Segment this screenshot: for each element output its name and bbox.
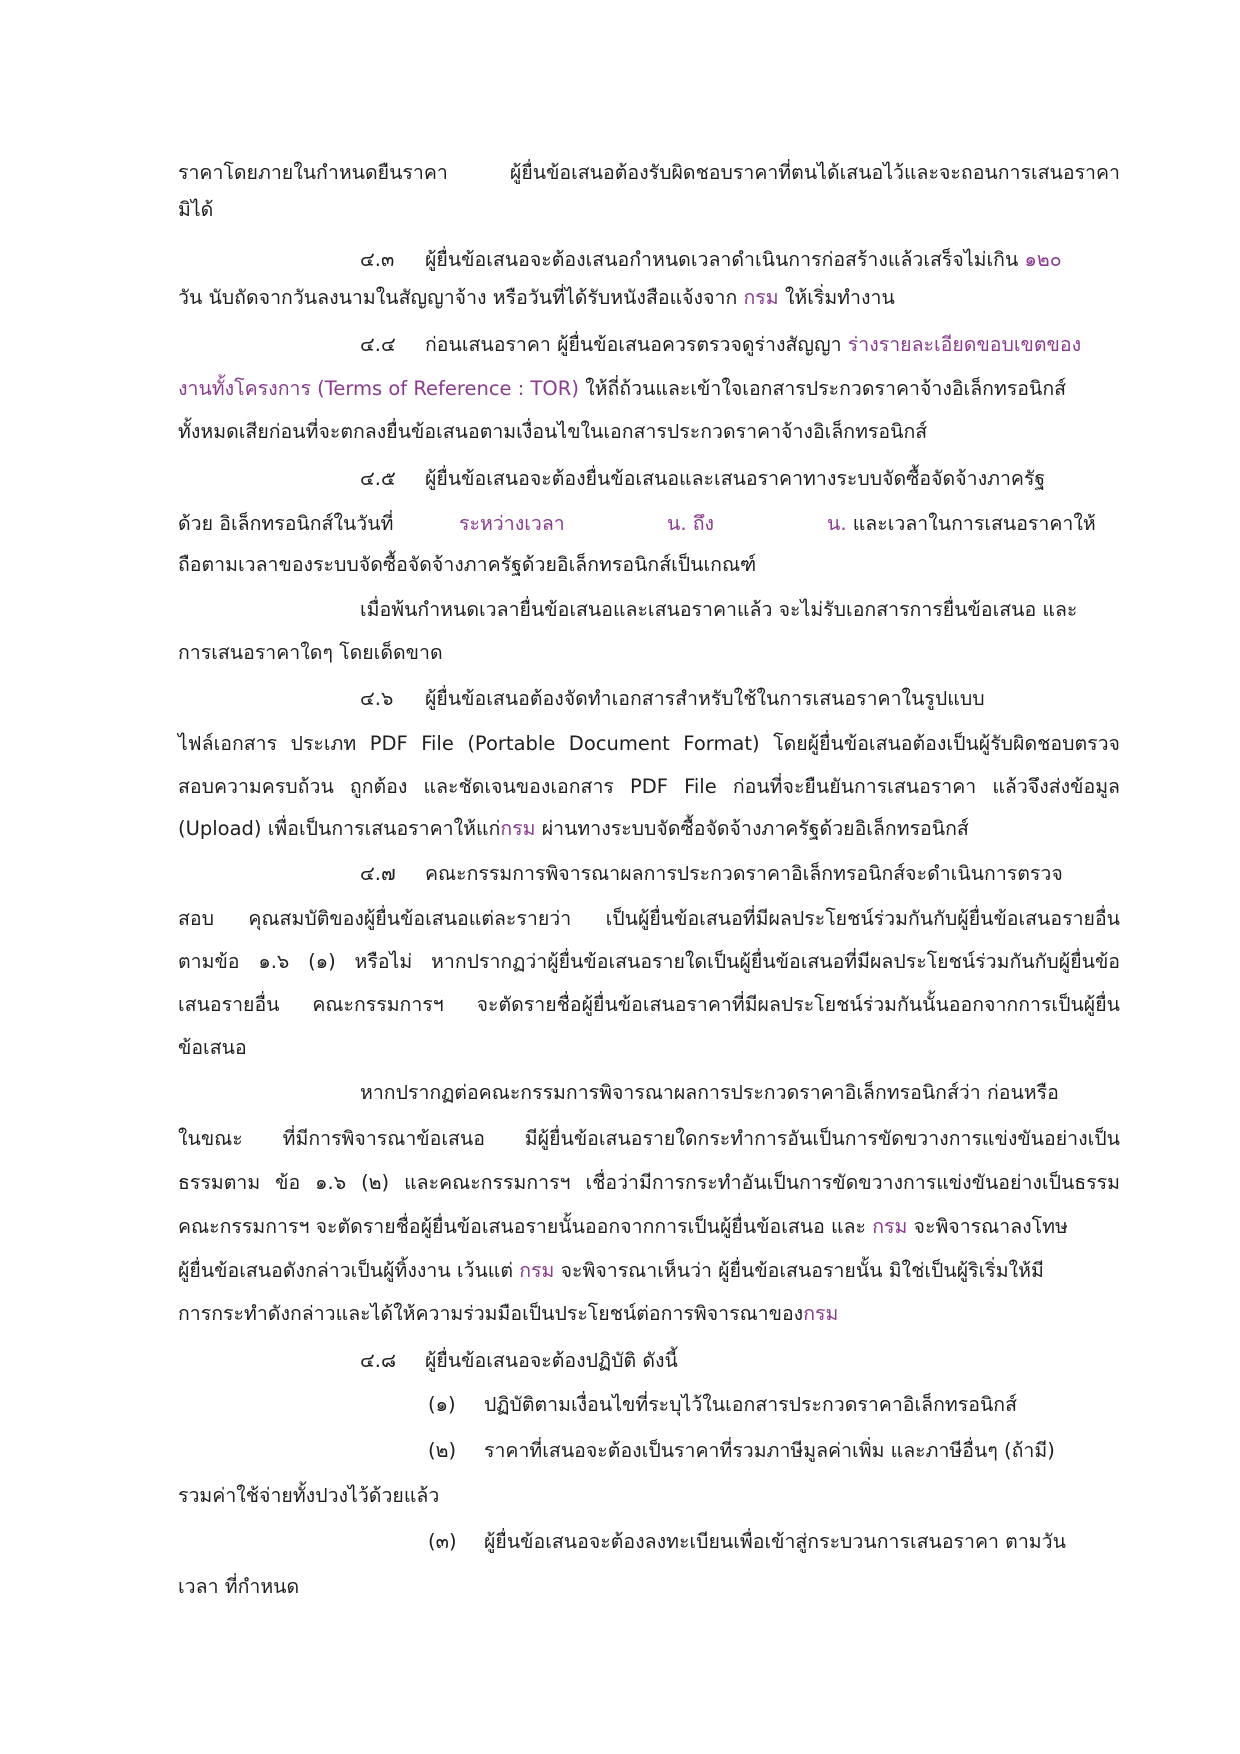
paragraph-line: หากปรากฏต่อคณะกรรมการพิจารณาผลการประกวดราคาอิเล็กทรอนิกส์ว่า ก่อนหรือ <box>360 1081 1059 1104</box>
paragraph-line: รวมค่าใช้จ่ายทั้งปวงไว้ด้วยแล้ว <box>178 1484 440 1507</box>
paragraph-line: ธรรมตาม ข้อ ๑.๖ (๒) และคณะกรรมการฯ เชื่อว่ามีการกระทำอันเป็นการขัดขวางการแข่งขันอย่างเป็นธรรม <box>178 1171 1120 1194</box>
section-number: ๔.๖ <box>360 687 394 710</box>
paragraph-line: ไฟล์เอกสาร ประเภท PDF File (Portable Document Format) โดยผู้ยื่นข้อเสนอต้องเป็นผู้รับผิดชอบตรวจ <box>178 732 1120 755</box>
paragraph-line: ผู้ยื่นข้อเสนอจะต้องยื่นข้อเสนอและเสนอราคาทางระบบจัดซื้อจัดจ้างภาครัฐ <box>425 467 1046 490</box>
paragraph-line: มิได้ <box>178 198 214 221</box>
highlighted-time <box>667 512 714 535</box>
section-number: ๔.๕ <box>360 467 396 490</box>
section-number: ๔.๗ <box>360 862 396 885</box>
paragraph-line: ในขณะ ที่มีการพิจารณาข้อเสนอ มีผู้ยื่นข้อเสนอรายใดกระทำการอันเป็นการขัดขวางการแข่งขันอย่างเป็น <box>178 1127 1120 1150</box>
highlighted-tor: งานทั้งโครงการ (Terms of Reference : TOR) <box>178 377 579 400</box>
line-text: ผ่านทางระบบจัดซื้อจัดจ้างภาครัฐด้วยอิเล็กทรอนิกส์ <box>541 817 969 840</box>
line-text: ให้เริ่มทำงาน <box>784 286 895 309</box>
section-number: ๔.๓ <box>360 248 395 271</box>
highlighted-days: ๑๒๐ <box>1024 248 1062 271</box>
highlighted-department: กรม <box>743 286 779 309</box>
paragraph-line <box>425 248 1062 271</box>
paragraph-line <box>425 333 1081 356</box>
paragraph-line: ข้อเสนอ <box>178 1036 247 1059</box>
paragraph-line: สอบ คุณสมบัติของผู้ยื่นข้อเสนอแต่ละรายว่า เป็นผู้ยื่นข้อเสนอที่มีผลประโยชน์ร่วมกันกับผู้ยื่นข้อเสนอรายอื่น <box>178 907 1120 930</box>
line-text: ผู้ยื่นข้อเสนอดังกล่าวเป็นผู้ทิ้งงาน เว้นแต่ <box>178 1259 514 1282</box>
line-text: วัน นับถัดจากวันลงนามในสัญญาจ้าง หรือวันที่ได้รับหนังสือแจ้งจาก <box>178 286 738 309</box>
line-text: คณะกรรมการฯ จะตัดรายชื่อผู้ยื่นข้อเสนอรายนั้นออกจากการเป็นผู้ยื่นข้อเสนอ และ <box>178 1215 866 1238</box>
line-text: ให้ถี่ถ้วนและเข้าใจเอกสารประกวดราคาจ้างอิเล็กทรอนิกส์ <box>585 377 1067 400</box>
line-text: จะพิจารณาลงโทษ <box>913 1215 1068 1238</box>
paragraph-line <box>178 377 1066 400</box>
line-text: ก่อนเสนอราคา ผู้ยื่นข้อเสนอควรตรวจดูร่างสัญญา <box>425 333 842 356</box>
line-text: (Upload) เพื่อเป็นการเสนอราคาให้แก่ <box>178 817 501 840</box>
paragraph-line <box>827 512 1096 535</box>
paragraph-line: เวลา ที่กำหนด <box>178 1575 300 1598</box>
item-number: (๒) <box>428 1439 457 1462</box>
paragraph-line: สอบความครบถ้วน ถูกต้อง และชัดเจนของเอกสาร PDF File ก่อนที่จะยืนยันการเสนอราคา แล้วจึงส่งข้อมูล <box>178 775 1120 798</box>
item-number: (๓) <box>428 1530 457 1553</box>
paragraph-line <box>178 1215 1068 1238</box>
paragraph-line: ทั้งหมดเสียก่อนที่จะตกลงยื่นข้อเสนอตามเงื่อนไขในเอกสารประกวดราคาจ้างอิเล็กทรอนิกส์ <box>178 420 928 443</box>
paragraph-line: เสนอรายอื่น คณะกรรมการฯ จะตัดรายชื่อผู้ยื่นข้อเสนอราคาที่มีผลประโยชน์ร่วมกันนั้นออกจากการเป็นผู้ยื่น <box>178 993 1120 1016</box>
item-number: (๑) <box>428 1393 456 1416</box>
paragraph-line <box>178 286 895 309</box>
highlighted-department: กรม <box>519 1259 555 1282</box>
paragraph-line: การเสนอราคาใดๆ โดยเด็ดขาด <box>178 641 443 664</box>
line-text: น. <box>827 512 847 535</box>
paragraph-line: ตามข้อ ๑.๖ (๑) หรือไม่ หากปรากฏว่าผู้ยื่นข้อเสนอรายใดเป็นผู้ยื่นข้อเสนอที่มีผลประโยชน์ร่วมกันกับผู้ยื่นข้อ <box>178 950 1120 973</box>
paragraph-line <box>178 1259 1044 1282</box>
paragraph-line: ราคาที่เสนอจะต้องเป็นราคาที่รวมภาษีมูลค่าเพิ่ม และภาษีอื่นๆ (ถ้ามี) <box>484 1439 1055 1462</box>
paragraph-line: คณะกรรมการพิจารณาผลการประกวดราคาอิเล็กทรอนิกส์จะดำเนินการตรวจ <box>425 862 1063 885</box>
paragraph-line <box>178 1302 838 1325</box>
paragraph-line <box>178 817 969 840</box>
paragraph-line: ราคาโดยภายในกำหนดยืนราคา ผู้ยื่นข้อเสนอต้องรับผิดชอบราคาที่ตนได้เสนอไว้และจะถอนการเสนอราคา <box>178 161 1120 184</box>
paragraph-line: ผู้ยื่นข้อเสนอต้องจัดทำเอกสารสำหรับใช้ในการเสนอราคาในรูปแบบ <box>425 687 985 710</box>
paragraph-line: ผู้ยื่นข้อเสนอจะต้องปฏิบัติ ดังนี้ <box>425 1349 678 1372</box>
line-text: และเวลาในการเสนอราคาให้ <box>852 512 1096 535</box>
paragraph-line: เมื่อพ้นกำหนดเวลายื่นข้อเสนอและเสนอราคาแล้ว จะไม่รับเอกสารการยื่นข้อเสนอ และ <box>360 598 1078 621</box>
paragraph-line: ผู้ยื่นข้อเสนอจะต้องลงทะเบียนเพื่อเข้าสู่กระบวนการเสนอราคา ตามวัน <box>484 1530 1066 1553</box>
line-text: น. ถึง <box>667 512 715 535</box>
line-text: ระหว่างเวลา <box>459 512 565 535</box>
line-text: จะพิจารณาเห็นว่า ผู้ยื่นข้อเสนอรายนั้น มิใช่เป็นผู้ริเริ่มให้มี <box>560 1259 1044 1282</box>
paragraph-line: ปฏิบัติตามเงื่อนไขที่ระบุไว้ในเอกสารประกวดราคาอิเล็กทรอนิกส์ <box>484 1393 1018 1416</box>
section-number: ๔.๘ <box>360 1349 397 1372</box>
highlighted-time <box>459 512 565 535</box>
highlighted-department: กรม <box>872 1215 908 1238</box>
line-text: ด้วย อิเล็กทรอนิกส์ในวันที่ <box>178 512 394 535</box>
highlighted-department: กรม <box>500 817 536 840</box>
line-text: การกระทำดังกล่าวและได้ให้ความร่วมมือเป็นประโยชน์ต่อการพิจารณาของ <box>178 1302 804 1325</box>
section-number: ๔.๔ <box>360 333 396 356</box>
line-text: ผู้ยื่นข้อเสนอจะต้องเสนอกำหนดเวลาดำเนินการก่อสร้างแล้วเสร็จไม่เกิน <box>425 248 1019 271</box>
highlighted-tor: ร่างรายละเอียดขอบเขตของ <box>847 333 1082 356</box>
paragraph-line: ถือตามเวลาของระบบจัดซื้อจัดจ้างภาครัฐด้วยอิเล็กทรอนิกส์เป็นเกณฑ์ <box>178 553 757 576</box>
paragraph-line <box>178 512 393 535</box>
highlighted-department: กรม <box>803 1302 839 1325</box>
